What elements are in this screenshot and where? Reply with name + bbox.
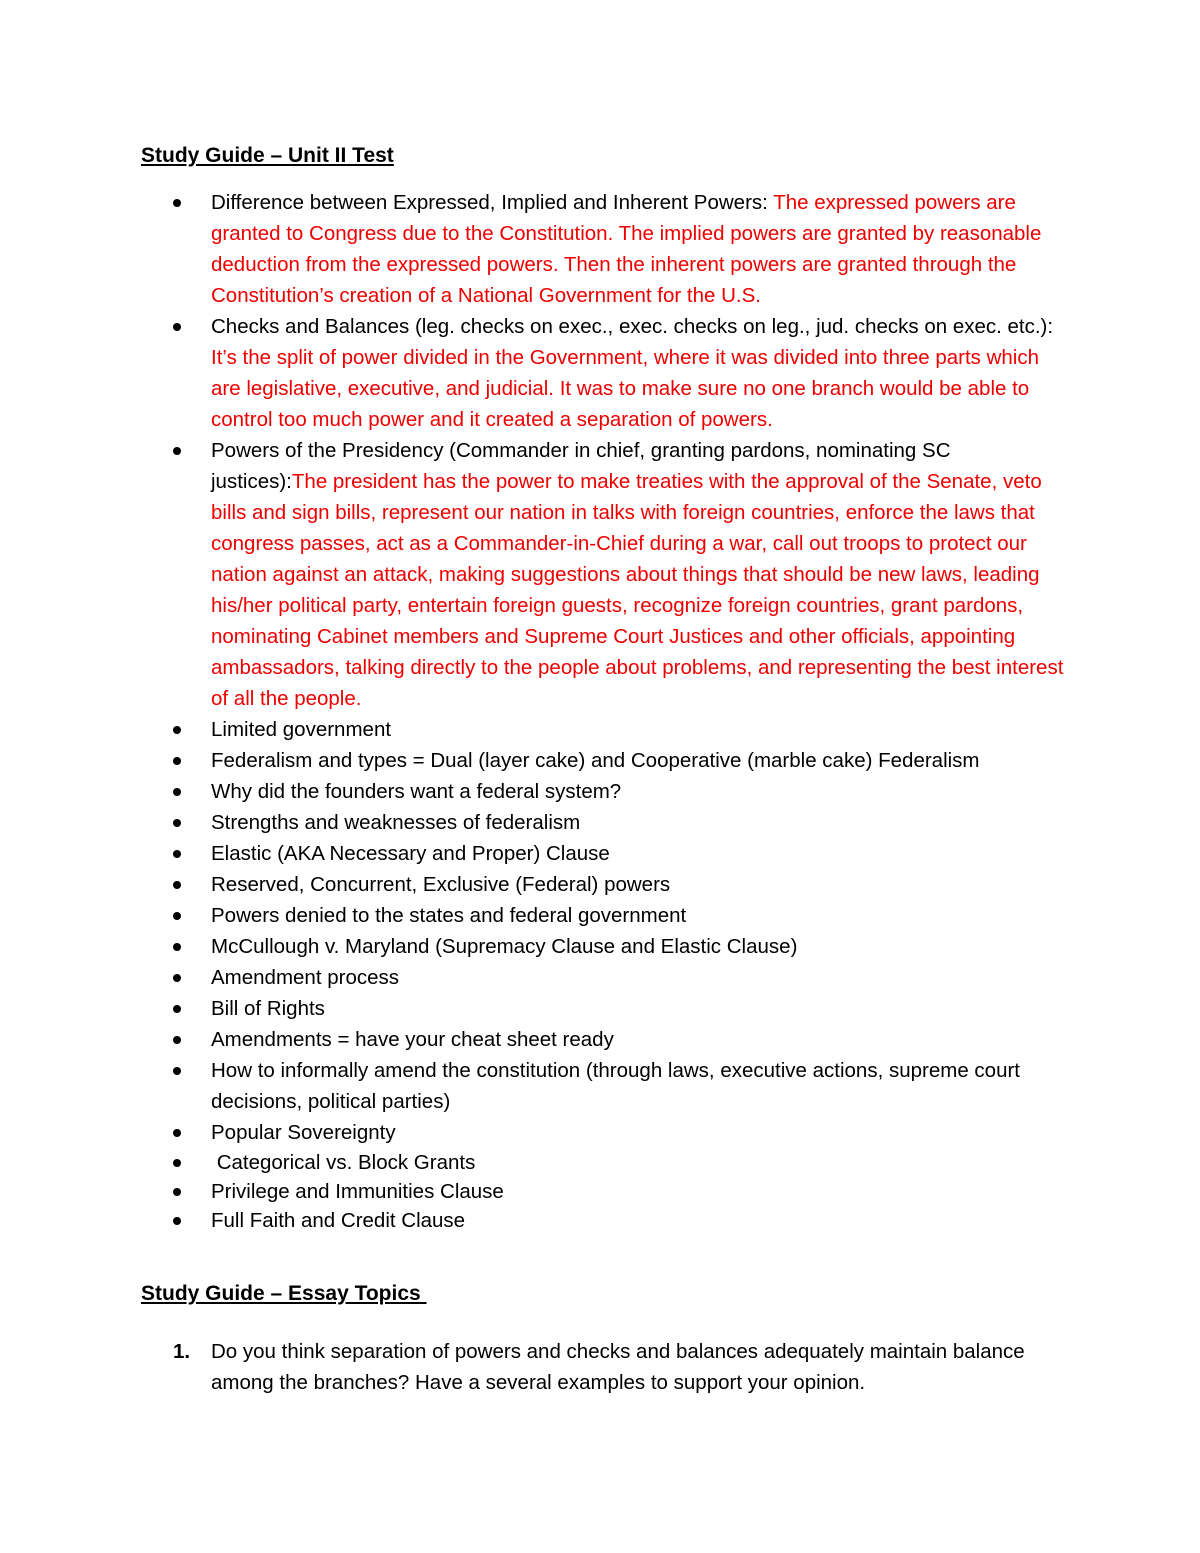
- topic-prompt: Difference between Expressed, Implied and Inherent Powers:: [211, 191, 774, 214]
- list-item: [211, 807, 1071, 838]
- topic-prompt: Elastic (AKA Necessary and Proper) Clause: [211, 842, 610, 865]
- topic-prompt: Bill of Rights: [211, 997, 325, 1020]
- list-item: [211, 993, 1071, 1024]
- bullet-icon: [173, 788, 181, 796]
- topic-prompt: Powers of the Presidency (Commander in chief, granting pardons, nominating SC justices):: [211, 439, 951, 493]
- list-item: [211, 1055, 1071, 1117]
- topic-answer: It’s the split of power divided in the Government, where it was divided into three parts which are legislative, executive, and judicial. It was to make sure no one branch would be able to control too much power and it created a separation of powers.: [211, 346, 1040, 431]
- bullet-icon: [173, 726, 181, 734]
- bullet-icon: [173, 1036, 181, 1044]
- unit-test-topic-list: [211, 187, 1071, 1235]
- list-number: 1.: [173, 1340, 191, 1363]
- topic-answer: The expressed powers are granted to Congress due to the Constitution. The implied powers are granted by reasonable deduction from the expressed powers. Then the inherent powers are granted through the Constitution’s creation of a National Government for the U.S.: [211, 191, 1042, 307]
- bullet-icon: [173, 850, 181, 858]
- topic-prompt: How to informally amend the constitution (through laws, executive actions, supreme court decisions, political parties): [211, 1059, 1020, 1113]
- list-item: [211, 311, 1071, 435]
- bullet-icon: [173, 323, 181, 331]
- list-item: [211, 962, 1071, 993]
- topic-prompt: Privilege and Immunities Clause: [211, 1180, 504, 1203]
- list-item: [211, 435, 1071, 714]
- topic-prompt: Amendments = have your cheat sheet ready: [211, 1028, 614, 1051]
- topic-prompt: Why did the founders want a federal system?: [211, 780, 622, 803]
- list-item: [211, 776, 1071, 807]
- list-item: [211, 745, 1071, 776]
- topic-prompt: Categorical vs. Block Grants: [211, 1151, 476, 1174]
- bullet-icon: [173, 1159, 181, 1167]
- topic-prompt: Amendment process: [211, 966, 400, 989]
- bullet-icon: [173, 1067, 181, 1075]
- list-item: [211, 931, 1071, 962]
- bullet-icon: [173, 881, 181, 889]
- list-item: [211, 869, 1071, 900]
- bullet-icon: [173, 1188, 181, 1196]
- topic-prompt: Federalism and types = Dual (layer cake) and Cooperative (marble cake) Federalism: [211, 749, 980, 772]
- bullet-icon: [173, 943, 181, 951]
- topic-prompt: McCullough v. Maryland (Supremacy Clause and Elastic Clause): [211, 935, 798, 958]
- list-item: [211, 1177, 1071, 1206]
- topic-answer: The president has the power to make treaties with the approval of the Senate, veto bills and sign bills, represent our nation in talks with foreign countries, enforce the laws that congress passes, act as a Commander-in-Chief during a war, call out troops to protect our nation against an attack, making suggestions about things that should be new laws, leading his/her political party, entertain foreign guests, recognize foreign countries, grant pardons, nominating Cabinet members and Supreme Court Justices and other officials, appointing ambassadors, talking directly to the people about problems, and representing the best interest of all the people.: [211, 470, 1064, 710]
- topic-prompt: Reserved, Concurrent, Exclusive (Federal) powers: [211, 873, 671, 896]
- bullet-icon: [173, 1129, 181, 1137]
- list-item: [211, 1024, 1071, 1055]
- essay-question: Do you think separation of powers and checks and balances adequately maintain balance among the branches? Have a several examples to support your opinion.: [211, 1340, 1025, 1394]
- topic-prompt: Full Faith and Credit Clause: [211, 1209, 466, 1232]
- list-item: [211, 1148, 1071, 1177]
- bullet-icon: [173, 757, 181, 765]
- list-item: [211, 187, 1071, 311]
- bullet-icon: [173, 912, 181, 920]
- bullet-icon: [173, 1005, 181, 1013]
- topic-prompt: Limited government: [211, 718, 392, 741]
- list-item: [211, 714, 1071, 745]
- essay-topics-heading: Study Guide – Essay Topics: [141, 1282, 427, 1305]
- list-item: [211, 1206, 1071, 1235]
- list-item: [211, 838, 1071, 869]
- list-item: [173, 1336, 1071, 1398]
- list-item: [211, 900, 1071, 931]
- bullet-icon: [173, 447, 181, 455]
- topic-prompt: Checks and Balances (leg. checks on exec., exec. checks on leg., jud. checks on exec. etc.):: [211, 315, 1054, 338]
- bullet-icon: [173, 1217, 181, 1225]
- topic-prompt: Strengths and weaknesses of federalism: [211, 811, 581, 834]
- bullet-icon: [173, 819, 181, 827]
- topic-prompt: Popular Sovereignty: [211, 1121, 396, 1144]
- list-item: [211, 1117, 1071, 1148]
- bullet-icon: [173, 199, 181, 207]
- unit-test-heading: Study Guide – Unit II Test: [141, 144, 394, 167]
- essay-topic-list: [173, 1336, 1071, 1398]
- topic-prompt: Powers denied to the states and federal government: [211, 904, 687, 927]
- bullet-icon: [173, 974, 181, 982]
